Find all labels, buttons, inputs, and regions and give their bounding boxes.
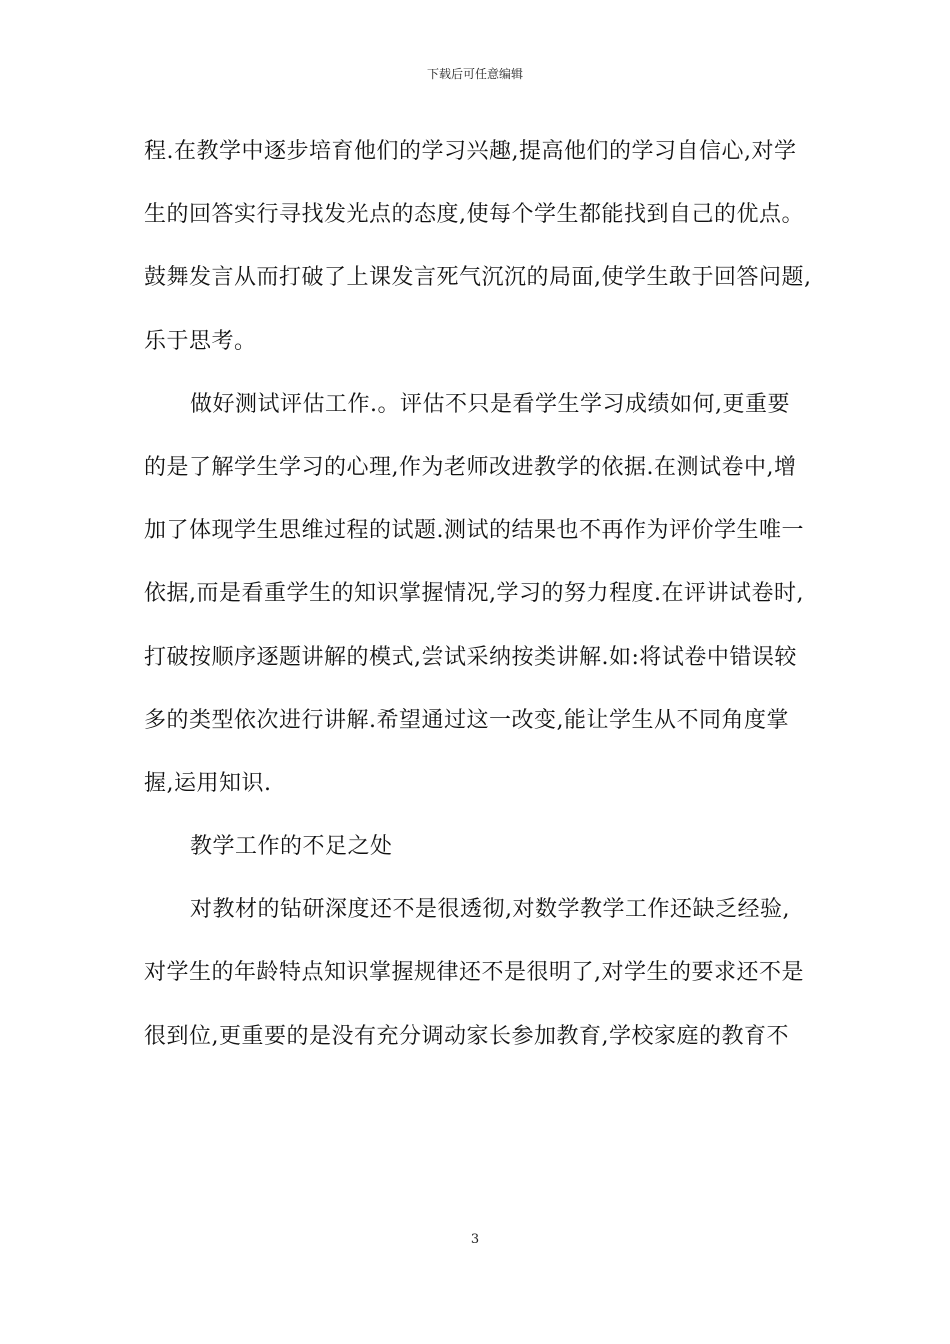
text-line: 很到位,更重要的是没有充分调动家长参加教育,学校家庭的教育不 (144, 1023, 789, 1049)
text-line: 加了体现学生思维过程的试题.测试的结果也不再作为评价学生唯一 (144, 518, 804, 544)
text-line: 生的回答实行寻找发光点的态度,使每个学生都能找到自己的优点。 (144, 202, 804, 228)
text-line: 握,运用知识. (144, 770, 272, 796)
text-line: 乐于思考。 (144, 328, 257, 354)
section-heading: 教学工作的不足之处 (190, 834, 393, 860)
text-line: 程.在教学中逐步培育他们的学习兴趣,提高他们的学习自信心,对学 (144, 139, 797, 164)
document-body (144, 128, 816, 1076)
text-line: 依据,而是看重学生的知识掌握情况,学习的努力程度.在评讲试卷时, (144, 581, 804, 607)
text-line: 对学生的年龄特点知识掌握规律还不是很明了,对学生的要求还不是 (144, 960, 804, 986)
text-line: 的是了解学生学习的心理,作为老师改进教学的依据.在测试卷中,增 (144, 454, 797, 480)
paragraph-start-line: 对教材的钻研深度还不是很透彻,对数学教学工作还缺乏经验, (190, 897, 790, 923)
page-number: 3 (470, 1232, 480, 1247)
text-line: 鼓舞发言从而打破了上课发言死气沉沉的局面,使学生敢于回答问题, (144, 265, 812, 291)
paragraph-start-line: 做好测试评估工作.。评估不只是看学生学习成绩如何,更重要 (190, 391, 790, 417)
text-line: 打破按顺序逐题讲解的模式,尝试采纳按类讲解.如:将试卷中错误较 (144, 644, 797, 670)
text-line: 多的类型依次进行讲解.希望通过这一改变,能让学生从不同角度掌 (144, 707, 789, 733)
page-header: 下载后可任意编辑 (426, 67, 523, 81)
